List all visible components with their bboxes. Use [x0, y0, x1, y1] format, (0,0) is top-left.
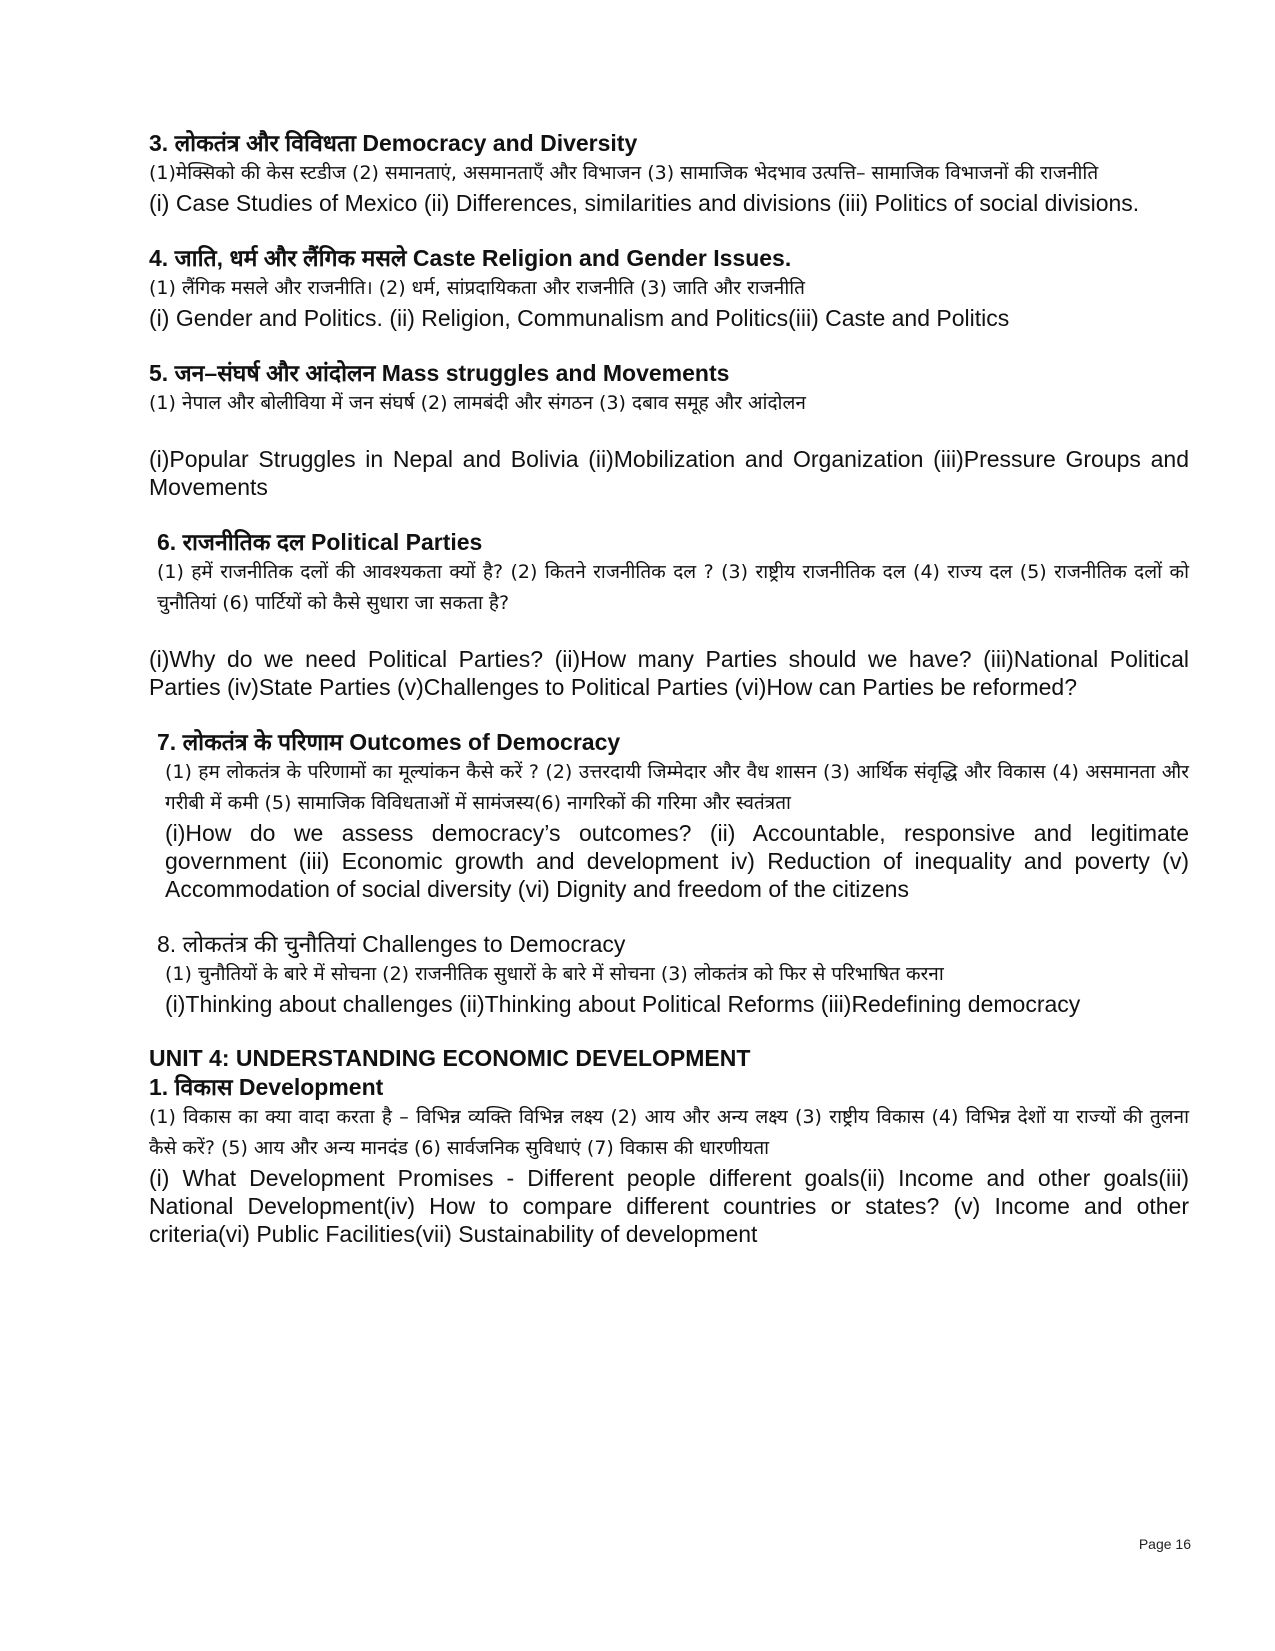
section-hindi-text: (1)मेक्सिको की केस स्टडीज (2) समानताएं, असमानताएँ और विभाजन (3) सामाजिक भेदभाव उत्पत्ति– सामाजिक विभाजनों की राजनीति — [149, 162, 1099, 184]
section-heading: 8. लोकतंत्र की चुनौतियां Challenges to Democracy — [157, 931, 626, 957]
section-english-text: (i)How do we assess democracy’s outcomes? (ii) Accountable, responsive and legitimate government (iii) Economic growth and development iv) Reduction of inequality and poverty (v) Accommodation of social diversity (vi) Dignity and freedom of the citizens — [165, 820, 1189, 902]
section-english-text: (i)Why do we need Political Parties? (ii)How many Parties should we have? (iii)National Political Parties (iv)State Parties (v)Challenges to Political Parties (vi)How can Parties be reformed? — [149, 646, 1189, 700]
section-heading: 7. लोकतंत्र के परिणाम Outcomes of Democracy — [157, 729, 621, 755]
section-english-text: (i) Gender and Politics. (ii) Religion, Communalism and Politics(iii) Caste and Politics — [149, 305, 1010, 331]
section-political-parties — [149, 527, 1189, 701]
section-heading: 1. विकास Development — [149, 1074, 384, 1100]
section-hindi-text: (1) हमें राजनीतिक दलों की आवश्यकता क्यों है? (2) कितने राजनीतिक दल ? (3) राष्ट्रीय राजनीतिक दल (4) राज्य दल (5) राजनीतिक दलों को चुनौतियां (6) पार्टियों को कैसे सुधारा जा सकता है? — [157, 561, 1189, 614]
section-challenges-democracy — [149, 929, 1189, 1018]
section-english-text: (i) Case Studies of Mexico (ii) Differences, similarities and divisions (iii) Politics of social divisions. — [149, 190, 1140, 216]
page-number: Page 16 — [1138, 1536, 1191, 1552]
section-heading: 5. जन–संघर्ष और आंदोलन Mass struggles and Movements — [149, 360, 730, 386]
section-english-text: (i)Popular Struggles in Nepal and Bolivia (ii)Mobilization and Organization (iii)Pressure Groups and Movements — [149, 446, 1189, 500]
document-page — [149, 128, 1189, 1274]
section-english-text: (i) What Development Promises - Different people different goals(ii) Income and other goals(iii) National Development(iv) How to compare different countries or states? (v) Income and other criteria(vi) Public Facilities(vii) Sustainability of development — [149, 1165, 1189, 1247]
section-hindi-text: (1) हम लोकतंत्र के परिणामों का मूल्यांकन कैसे करें ? (2) उत्तरदायी जिम्मेदार और वैध शासन (3) आर्थिक संवृद्धि और विकास (4) असमानता और गरीबी में कमी (5) सामाजिक विविधताओं में सामंजस्य(6) नागरिकों की गरिमा और स्वतंत्रता — [165, 761, 1189, 814]
unit-economic-development — [149, 1044, 1189, 1248]
section-english-text: (i)Thinking about challenges (ii)Thinking about Political Reforms (iii)Redefining democracy — [165, 991, 1081, 1017]
section-mass-struggles — [149, 358, 1189, 501]
section-outcomes-democracy — [149, 727, 1189, 903]
unit-title: UNIT 4: UNDERSTANDING ECONOMIC DEVELOPMENT — [149, 1045, 751, 1071]
section-heading: 3. लोकतंत्र और विविधता Democracy and Diversity — [149, 130, 638, 156]
section-hindi-text: (1) नेपाल और बोलीविया में जन संघर्ष (2) लामबंदी और संगठन (3) दबाव समूह और आंदोलन — [149, 392, 806, 414]
section-hindi-text: (1) चुनौतियों के बारे में सोचना (2) राजनीतिक सुधारों के बारे में सोचना (3) लोकतंत्र को फिर से परिभाषित करना — [165, 963, 944, 985]
section-democracy-diversity — [149, 128, 1189, 217]
section-caste-religion-gender — [149, 243, 1189, 332]
section-hindi-text: (1) विकास का क्या वादा करता है – विभिन्न व्यक्ति विभिन्न लक्ष्य (2) आय और अन्य लक्ष्य (3) राष्ट्रीय विकास (4) विभिन्न देशों या राज्यों की तुलना कैसे करें? (5) आय और अन्य मानदंड (6) सार्वजनिक सुविधाएं (7) विकास की धारणीयता — [149, 1106, 1189, 1159]
section-heading: 6. राजनीतिक दल Political Parties — [157, 529, 483, 555]
section-heading: 4. जाति, धर्म और लैंगिक मसले Caste Religion and Gender Issues. — [149, 245, 792, 271]
section-hindi-text: (1) लैंगिक मसले और राजनीति। (2) धर्म, सांप्रदायिकता और राजनीति (3) जाति और राजनीति — [149, 277, 806, 299]
